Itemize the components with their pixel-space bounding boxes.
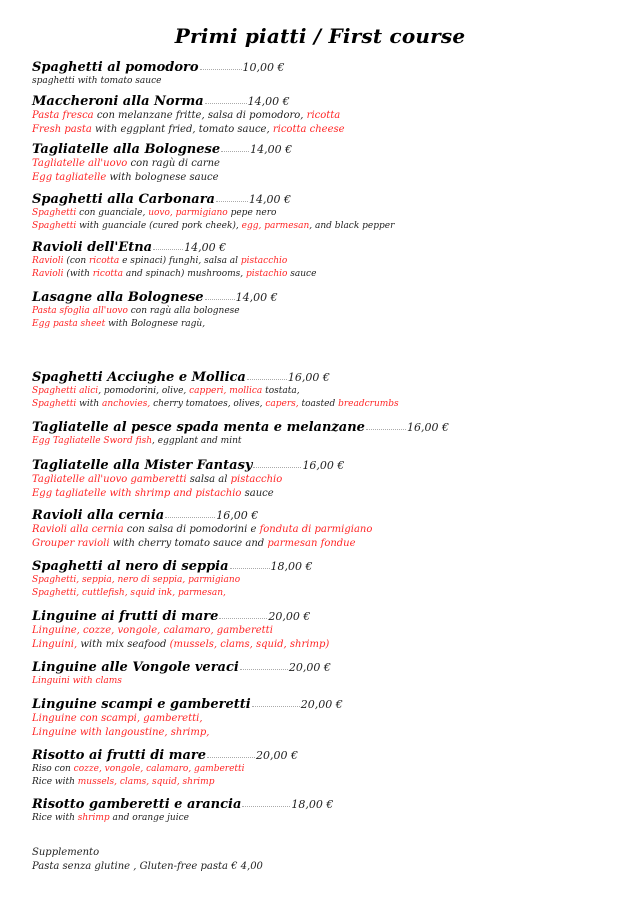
dotted-leader [200, 68, 242, 70]
ingredient-highlight: Spaghetti, seppia, nero di seppia, parmigiano [32, 575, 241, 585]
description-text: con melanzane fritte, salsa di pomodoro, [93, 110, 307, 121]
ingredient-highlight: Linguini with clams [32, 676, 122, 686]
menu-item [32, 240, 316, 281]
dish-price: 16,00 € [302, 459, 345, 472]
menu-item [32, 458, 344, 500]
ingredient-highlight: Spaghetti [32, 208, 77, 218]
menu-item-header [32, 370, 399, 385]
dish-description [32, 473, 344, 487]
description-text: with cherry tomato sauce and [109, 537, 268, 549]
menu-item [32, 192, 394, 233]
description-text: Riso con [32, 764, 74, 774]
menu-item-header [32, 508, 372, 523]
dish-name: Spaghetti alla Carbonara [32, 192, 215, 207]
dish-name: Tagliatelle alla Mister Fantasy [32, 458, 253, 473]
ingredient-highlight: egg, parmesan [241, 221, 310, 231]
ingredient-highlight: Spaghetti [32, 399, 77, 409]
dotted-leader [216, 200, 248, 202]
dish-price: 14,00 € [250, 143, 293, 156]
dish-name: Risotto ai frutti di mare [32, 748, 207, 763]
description-text: with Bolognese ragù, [105, 319, 206, 329]
ingredient-highlight: Ravioli [32, 256, 64, 266]
menu-item-header [32, 748, 298, 763]
dish-price: 18,00 € [291, 798, 334, 811]
dish-name: Ravioli alla cernia [32, 508, 165, 523]
menu-item [32, 508, 372, 550]
dotted-leader [240, 668, 288, 670]
description-text: cherry tomatoes, olives, [150, 399, 266, 409]
dish-description [32, 537, 372, 551]
dish-name: Spaghetti Acciughe e Mollica [32, 370, 246, 385]
ingredient-highlight: parmesan fondue [267, 537, 356, 549]
ingredient-highlight: pistachio [246, 269, 288, 279]
dish-description [32, 587, 313, 600]
description-text: and spinach) mushrooms, [122, 269, 247, 279]
ingredient-highlight: pistacchio [240, 256, 288, 266]
ingredient-highlight: Spaghetti, cuttlefish, squid ink, parmesan, [32, 588, 226, 598]
dish-description [32, 638, 329, 652]
description-text: and orange juice [109, 813, 189, 823]
description-text: Rice with [32, 777, 78, 787]
ingredient-highlight: ricotta cheese [272, 123, 345, 135]
menu-item-header [32, 94, 345, 109]
ingredient-highlight: pistacchio [230, 474, 283, 485]
description-text: con ragù alla bolognese [127, 306, 240, 316]
ingredient-highlight: Linguine, cozze, vongole, calamaro, gamberetti [32, 625, 273, 636]
dish-name: Tagliatelle al pesce spada menta e melanzane [32, 420, 365, 435]
description-text: with bolognese sauce [106, 171, 219, 183]
dish-description [32, 255, 316, 268]
menu-item-header [32, 420, 449, 435]
description-text: Rice with [32, 813, 78, 823]
menu-item [32, 60, 285, 88]
menu-item-header [32, 797, 333, 812]
ingredient-highlight: ricotta [306, 110, 341, 121]
dish-description [32, 776, 298, 789]
ingredient-highlight: uovo, parmigiano [148, 208, 228, 218]
description-text: pepe nero [227, 208, 277, 218]
dish-name: Spaghetti al nero di seppia [32, 559, 229, 574]
ingredient-highlight: ricotta [89, 256, 120, 266]
menu-item [32, 559, 313, 600]
dish-description [32, 385, 399, 398]
dish-description [32, 109, 345, 123]
dish-description [32, 726, 343, 740]
dish-price: 14,00 € [248, 193, 291, 206]
dotted-leader [221, 150, 249, 152]
menu-item-header [32, 240, 316, 255]
menu-item [32, 420, 449, 448]
dish-name: Ravioli dell'Etna [32, 240, 153, 255]
menu-item [32, 609, 329, 651]
dish-description [32, 675, 331, 688]
dish-description [32, 812, 333, 825]
dish-description [32, 305, 278, 318]
dish-name: Linguine ai frutti di mare [32, 609, 219, 624]
description-text: , and black pepper [309, 221, 395, 231]
dish-name: Spaghetti al pomodoro [32, 60, 199, 75]
dish-price: 16,00 € [216, 509, 259, 522]
ingredient-highlight: Pasta sfoglia all'uovo [32, 306, 128, 316]
ingredient-highlight: Spaghetti alici [32, 386, 99, 396]
ingredient-highlight: (mussels, clams, squid, shrimp) [169, 638, 330, 650]
dish-price: 18,00 € [270, 560, 313, 573]
dotted-leader [205, 102, 247, 104]
ingredient-highlight: Linguini, [32, 638, 78, 650]
dish-description [32, 207, 394, 220]
ingredient-highlight: Egg tagliatelle [32, 171, 107, 183]
ingredient-highlight: Egg pasta sheet [32, 319, 106, 329]
menu-item-header [32, 660, 331, 675]
menu-item [32, 748, 298, 789]
ingredient-highlight: cozze, vongole, calamaro, gamberetti [73, 764, 245, 774]
menu-item-header [32, 60, 285, 75]
dish-price: 14,00 € [184, 241, 227, 254]
description-text: with guanciale (cured pork cheek), [76, 221, 242, 231]
ingredient-highlight: Egg tagliatelle with shrimp and pistachio [32, 487, 242, 499]
menu-item-header [32, 290, 278, 305]
ingredient-highlight: capers, [265, 399, 299, 409]
dotted-leader [153, 248, 183, 250]
ingredient-highlight: Linguine con scampi, gamberetti, [32, 713, 203, 724]
description-text: (with [63, 269, 93, 279]
menu-item-header [32, 458, 344, 473]
description-text: sauce [241, 487, 274, 499]
description-text: e spinaci) funghi, salsa al [119, 256, 241, 266]
dish-description [32, 123, 345, 137]
menu-item [32, 142, 292, 184]
menu-item-header [32, 697, 343, 712]
dish-description [32, 398, 399, 411]
dish-description [32, 712, 343, 726]
dish-description [32, 574, 313, 587]
dish-price: 10,00 € [242, 61, 285, 74]
dish-price: 16,00 € [287, 371, 330, 384]
ingredient-highlight: Tagliatelle all'uovo [32, 158, 128, 169]
supplement-label: Supplemento [32, 847, 100, 858]
menu-item [32, 797, 333, 825]
dish-description [32, 75, 285, 88]
supplement [32, 846, 263, 874]
ingredient-highlight: shrimp [77, 813, 110, 823]
dotted-leader [253, 466, 301, 468]
dish-name: Linguine alle Vongole veraci [32, 660, 239, 675]
dish-description [32, 268, 316, 281]
description-text: , pomodorini, olive, [98, 386, 190, 396]
dish-price: 20,00 € [288, 661, 331, 674]
description-text: salsa al [186, 474, 231, 485]
dish-price: 20,00 € [268, 610, 311, 623]
dish-description [32, 487, 344, 501]
ingredient-highlight: fonduta di parmigiano [259, 524, 373, 535]
ingredient-highlight: anchovies, [102, 399, 151, 409]
description-text: sauce [287, 269, 317, 279]
description-text: with eggplant fried, tomato sauce, [91, 123, 273, 135]
dish-description [32, 435, 449, 448]
dish-price: 16,00 € [406, 421, 449, 434]
menu-item [32, 94, 345, 136]
ingredient-highlight: capperi, mollica [189, 386, 263, 396]
dish-description [32, 171, 292, 185]
dotted-leader [207, 756, 255, 758]
ingredient-highlight: mussels, clams, squid, shrimp [77, 777, 215, 787]
description-text: toasted [298, 399, 339, 409]
description-text: tostata, [262, 386, 300, 396]
ingredient-highlight: Spaghetti [32, 221, 77, 231]
dish-price: 20,00 € [256, 749, 299, 762]
description-text: with mix seafood [77, 638, 170, 650]
description-text: spaghetti with tomato sauce [32, 76, 162, 86]
dish-name: Tagliatelle alla Bolognese [32, 142, 221, 157]
description-text: with [76, 399, 103, 409]
dotted-leader [219, 617, 267, 619]
menu-item [32, 660, 331, 688]
description-text: con salsa di pomodorini e [123, 524, 260, 535]
ingredient-highlight: Ravioli alla cernia [32, 524, 124, 535]
ingredient-highlight: Tagliatelle all'uovo gamberetti [32, 474, 187, 485]
supplement-text: Pasta senza glutine , Gluten-free pasta € 4,00 [32, 861, 263, 872]
page-title: Primi piatti / First course [174, 24, 466, 48]
dish-description [32, 763, 298, 776]
dish-description [32, 624, 329, 638]
description-text: con guanciale, [76, 208, 149, 218]
menu-item-header [32, 559, 313, 574]
dotted-leader [205, 298, 235, 300]
ingredient-highlight: Ravioli [32, 269, 64, 279]
ingredient-highlight: ricotta [92, 269, 123, 279]
dish-name: Linguine scampi e gamberetti [32, 697, 251, 712]
dish-name: Lasagne alla Bolognese [32, 290, 204, 305]
dish-description [32, 157, 292, 171]
description-text: , eggplant and mint [152, 436, 242, 446]
dotted-leader [252, 705, 300, 707]
menu-item [32, 370, 399, 411]
ingredient-highlight: breadcrumbs [338, 399, 399, 409]
menu-item-header [32, 609, 329, 624]
dotted-leader [247, 378, 287, 380]
dish-price: 14,00 € [235, 291, 278, 304]
description-text: con ragù di carne [127, 158, 220, 169]
dotted-leader [165, 516, 215, 518]
dish-price: 20,00 € [300, 698, 343, 711]
menu-item [32, 290, 278, 331]
dotted-leader [242, 805, 290, 807]
ingredient-highlight: Egg Tagliatelle Sword fish [32, 436, 153, 446]
dotted-leader [366, 428, 406, 430]
dish-description [32, 523, 372, 537]
description-text: (con [63, 256, 89, 266]
dish-price: 14,00 € [247, 95, 290, 108]
dish-name: Risotto gamberetti e arancia [32, 797, 242, 812]
dish-name: Maccheroni alla Norma [32, 94, 204, 109]
dish-description [32, 220, 394, 233]
menu-item [32, 697, 343, 739]
dish-description [32, 318, 278, 331]
ingredient-highlight: Linguine with langoustine, shrimp, [32, 726, 210, 738]
ingredient-highlight: Pasta fresca [32, 110, 94, 121]
menu-item-header [32, 142, 292, 157]
dotted-leader [230, 567, 270, 569]
menu-item-header [32, 192, 394, 207]
ingredient-highlight: Grouper ravioli [32, 537, 110, 549]
ingredient-highlight: Fresh pasta [32, 123, 92, 135]
